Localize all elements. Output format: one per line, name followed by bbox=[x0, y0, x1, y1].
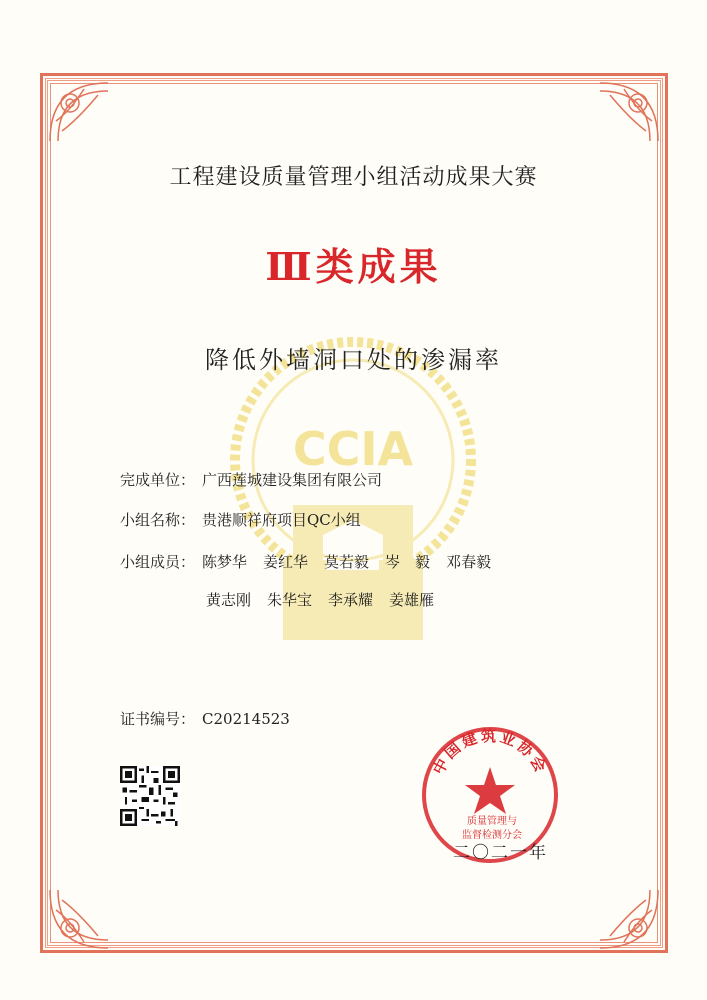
issue-date: 二〇二一年 bbox=[453, 843, 548, 863]
member-name: 李承耀 bbox=[328, 591, 374, 609]
award-level: Ⅲ类成果 bbox=[265, 244, 442, 289]
group-name-label: 小组名称： bbox=[120, 511, 196, 529]
group-name-row bbox=[120, 509, 361, 530]
corner-ornament-top-right bbox=[598, 81, 660, 143]
group-members-row-2 bbox=[206, 589, 450, 610]
corner-ornament-bottom-left bbox=[48, 888, 110, 950]
certificate-number-value: C20214523 bbox=[202, 710, 290, 728]
member-name: 朱华宝 bbox=[267, 591, 313, 609]
corner-ornament-bottom-right bbox=[598, 888, 660, 950]
member-name: 邓春毅 bbox=[446, 553, 492, 571]
seal-subtitle-1: 质量管理与 bbox=[467, 816, 517, 827]
seal-subtitle-2: 监督检测分会 bbox=[462, 830, 522, 841]
seal-ring-text: 中国建筑业协会 bbox=[429, 727, 551, 778]
qr-code[interactable] bbox=[120, 766, 180, 826]
group-members-row bbox=[120, 551, 507, 572]
member-name: 姜雄雁 bbox=[389, 591, 435, 609]
completing-unit-value: 广西莲城建设集团有限公司 bbox=[202, 471, 383, 489]
project-title: 降低外墙洞口处的渗漏率 bbox=[205, 346, 502, 374]
competition-title: 工程建设质量管理小组活动成果大赛 bbox=[169, 165, 538, 190]
ccia-watermark-logo bbox=[223, 330, 483, 660]
member-name: 黄志刚 bbox=[206, 591, 252, 609]
completing-unit-label: 完成单位： bbox=[120, 471, 196, 489]
group-name-value: 贵港顺祥府项目QC小组 bbox=[202, 511, 361, 529]
member-name: 莫若毅 bbox=[324, 553, 370, 571]
member-name: 姜红华 bbox=[263, 553, 309, 571]
certificate-number-label: 证书编号： bbox=[120, 710, 196, 728]
group-members-label: 小组成员： bbox=[120, 553, 196, 571]
member-name: 岑 毅 bbox=[385, 553, 431, 571]
completing-unit-row bbox=[120, 469, 382, 490]
member-name: 陈梦华 bbox=[202, 553, 248, 571]
watermark-text: CCIA bbox=[292, 422, 414, 476]
corner-ornament-top-left bbox=[48, 81, 110, 143]
certificate-number-row bbox=[120, 708, 290, 729]
